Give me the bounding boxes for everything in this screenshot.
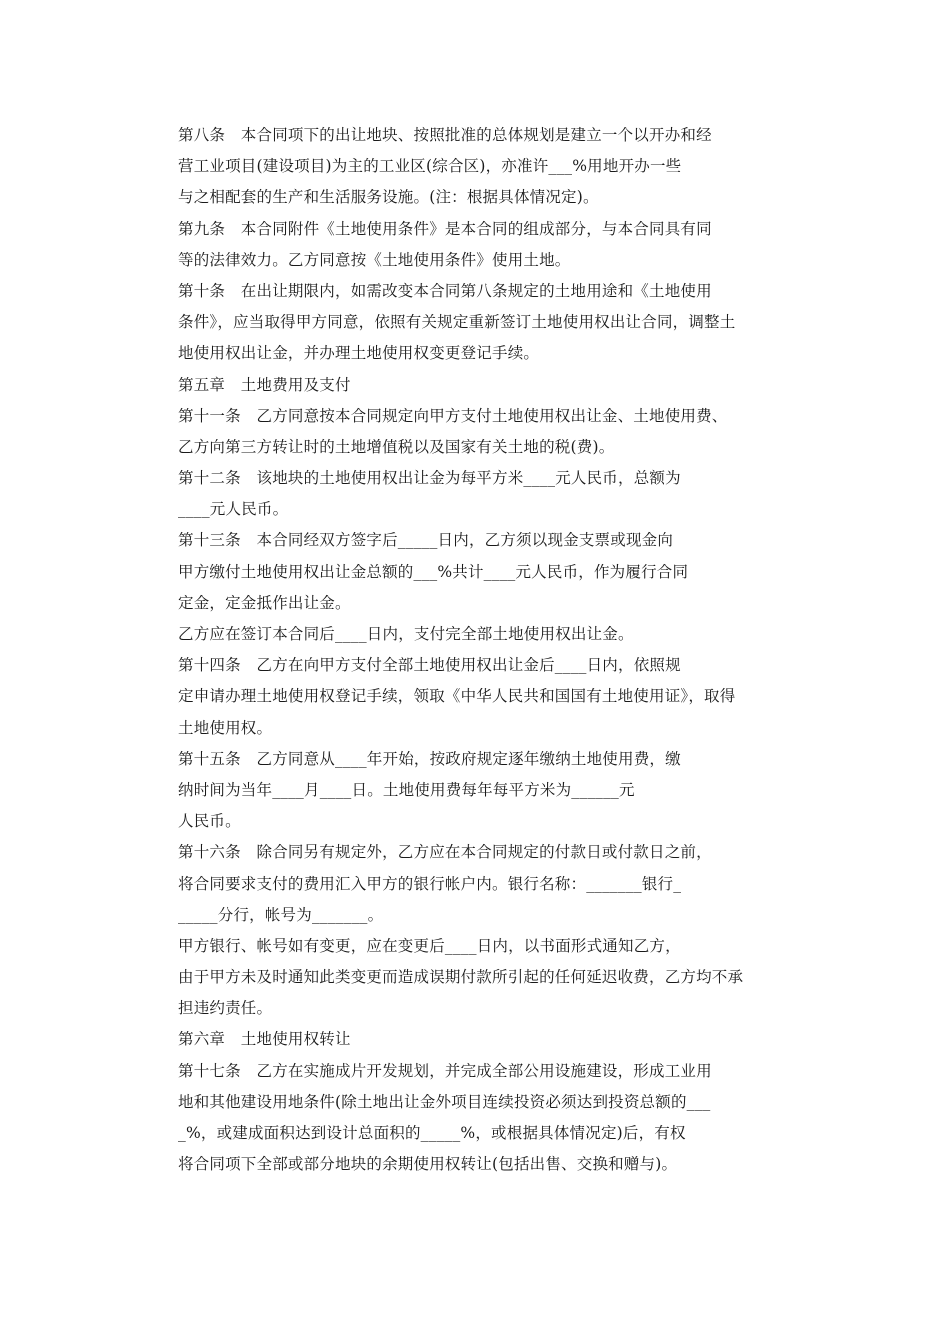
article-15-line-2: 纳时间为当年____月____日。土地使用费每年每平方米为______元	[178, 780, 635, 799]
article-16-line-5: 由于甲方未及时通知此类变更而造成误期付款所引起的任何延迟收费，乙方均不承	[178, 968, 744, 987]
article-14-line-2: 定申请办理土地使用权登记手续，领取《中华人民共和国国有土地使用证》，取得	[178, 687, 736, 706]
article-17-line-4: 将合同项下全部或部分地块的余期使用权转让(包括出售、交换和赠与)。	[178, 1155, 678, 1174]
article-8-line-1: 第八条 本合同项下的出让地块、按照批准的总体规划是建立一个以开办和经	[178, 126, 712, 144]
article-11-line-1: 第十一条 乙方同意按本合同规定向甲方支付土地使用权出让金、土地使用费、	[178, 406, 728, 425]
article-10-line-1: 第十条 在出让期限内，如需改变本合同第八条规定的土地用途和《土地使用	[178, 281, 712, 300]
article-11-line-2: 乙方向第三方转让时的土地增值税以及国家有关土地的税(费)。	[178, 437, 615, 456]
article-15-line-1: 第十五条 乙方同意从____年开始，按政府规定逐年缴纳土地使用费，缴	[178, 749, 681, 768]
article-17-line-3: _%，或建成面积达到设计总面积的_____%，或根据具体情况定)后，有权	[178, 1124, 686, 1142]
article-9-line-2: 等的法律效力。乙方同意按《土地使用条件》使用土地。	[178, 250, 571, 269]
article-13-line-2: 甲方缴付土地使用权出让金总额的___%共计____元人民币，作为履行合同	[178, 562, 689, 581]
article-16-line-6: 担违约责任。	[178, 999, 273, 1018]
article-13-line-4: 乙方应在签订本合同后____日内，支付完全部土地使用权出让金。	[178, 625, 634, 643]
article-16-line-4: 甲方银行、帐号如有变更，应在变更后____日内，以书面形式通知乙方，	[178, 936, 681, 955]
article-13-line-3: 定金，定金抵作出让金。	[178, 593, 351, 612]
article-15-line-3: 人民币。	[178, 812, 241, 831]
article-16-line-2: 将合同要求支付的费用汇入甲方的银行帐户内。银行名称：_______银行_	[178, 874, 682, 893]
article-17-line-1: 第十七条 乙方在实施成片开发规划，并完成全部公用设施建设，形成工业用	[178, 1061, 712, 1080]
contract-text-body	[178, 120, 798, 1180]
article-14-line-1: 第十四条 乙方在向甲方支付全部土地使用权出让金后____日内，依照规	[178, 656, 681, 675]
chapter-5-heading: 第五章 土地费用及支付	[178, 375, 351, 394]
article-10-line-2: 条件》，应当取得甲方同意，依照有关规定重新签订土地使用权出让合同，调整土	[178, 313, 736, 332]
article-8-line-2: 营工业项目(建设项目)为主的工业区(综合区)，亦准许___%用地开办一些	[178, 157, 682, 176]
article-8-line-3: 与之相配套的生产和生活服务设施。(注：根据具体情况定)。	[178, 188, 599, 207]
article-16-line-3: _____分行，帐号为_______。	[178, 905, 384, 924]
article-13-line-1: 第十三条 本合同经双方签字后_____日内，乙方须以现金支票或现金向	[178, 531, 674, 550]
article-10-line-3: 地使用权出让金，并办理土地使用权变更登记手续。	[178, 344, 540, 363]
article-9-line-1: 第九条 本合同附件《土地使用条件》是本合同的组成部分，与本合同具有同	[178, 219, 712, 238]
article-14-line-3: 土地使用权。	[178, 718, 273, 737]
article-12-line-1: 第十二条 该地块的土地使用权出让金为每平方米____元人民币，总额为	[178, 469, 681, 488]
article-17-line-2: 地和其他建设用地条件(除土地出让金外项目连续投资必须达到投资总额的___	[178, 1092, 711, 1111]
chapter-6-heading: 第六章 土地使用权转让	[178, 1030, 351, 1049]
article-16-line-1: 第十六条 除合同另有规定外，乙方应在本合同规定的付款日或付款日之前，	[178, 843, 712, 862]
article-12-line-2: ____元人民币。	[178, 500, 289, 519]
